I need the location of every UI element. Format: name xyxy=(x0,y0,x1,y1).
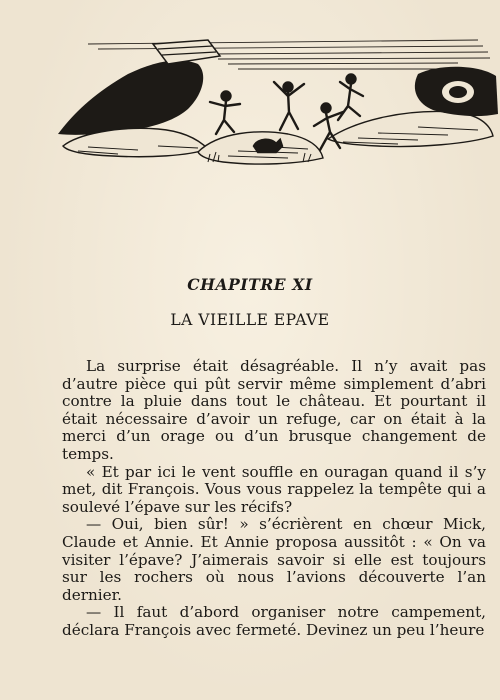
chapter-title: LA VIEILLE EPAVE xyxy=(170,311,330,329)
paragraph: « Et par ici le vent souffle en ouragan quand il s’y met, dit François. Vous vous rappelez la tempête qui a soulevé l’épave sur les récifs? xyxy=(62,462,486,516)
paragraph: — Oui, bien sûr! » s’écrièrent en chœur Mick, Claude et Annie. Et Annie proposa aussitôt : « On va visiter l’épave? J’aimerais savoir si elle est toujours sur les rochers où nous l’avions découverte l’an dernier. xyxy=(62,515,486,604)
chapter-header-illustration xyxy=(58,34,498,174)
chapter-number: CHAPITRE XI xyxy=(187,275,313,294)
rock-right xyxy=(328,111,493,146)
sky-hatching xyxy=(88,40,490,69)
chapter-body xyxy=(62,358,486,640)
paragraph: La surprise était désagréable. Il n’y avait pas d’autre pièce qui pût servir même simplement d’abri contre la pluie dans tout le château. Et pourtant il était nécessaire d’avoir un refuge, car on était à la merci d’un orage ou d’un brusque changement de temps. xyxy=(62,357,486,463)
wreck-silhouette xyxy=(58,60,203,134)
paragraph: — Il faut d’abord organiser notre campement, déclara François avec fermeté. Devinez un peu l’heure xyxy=(62,603,486,639)
